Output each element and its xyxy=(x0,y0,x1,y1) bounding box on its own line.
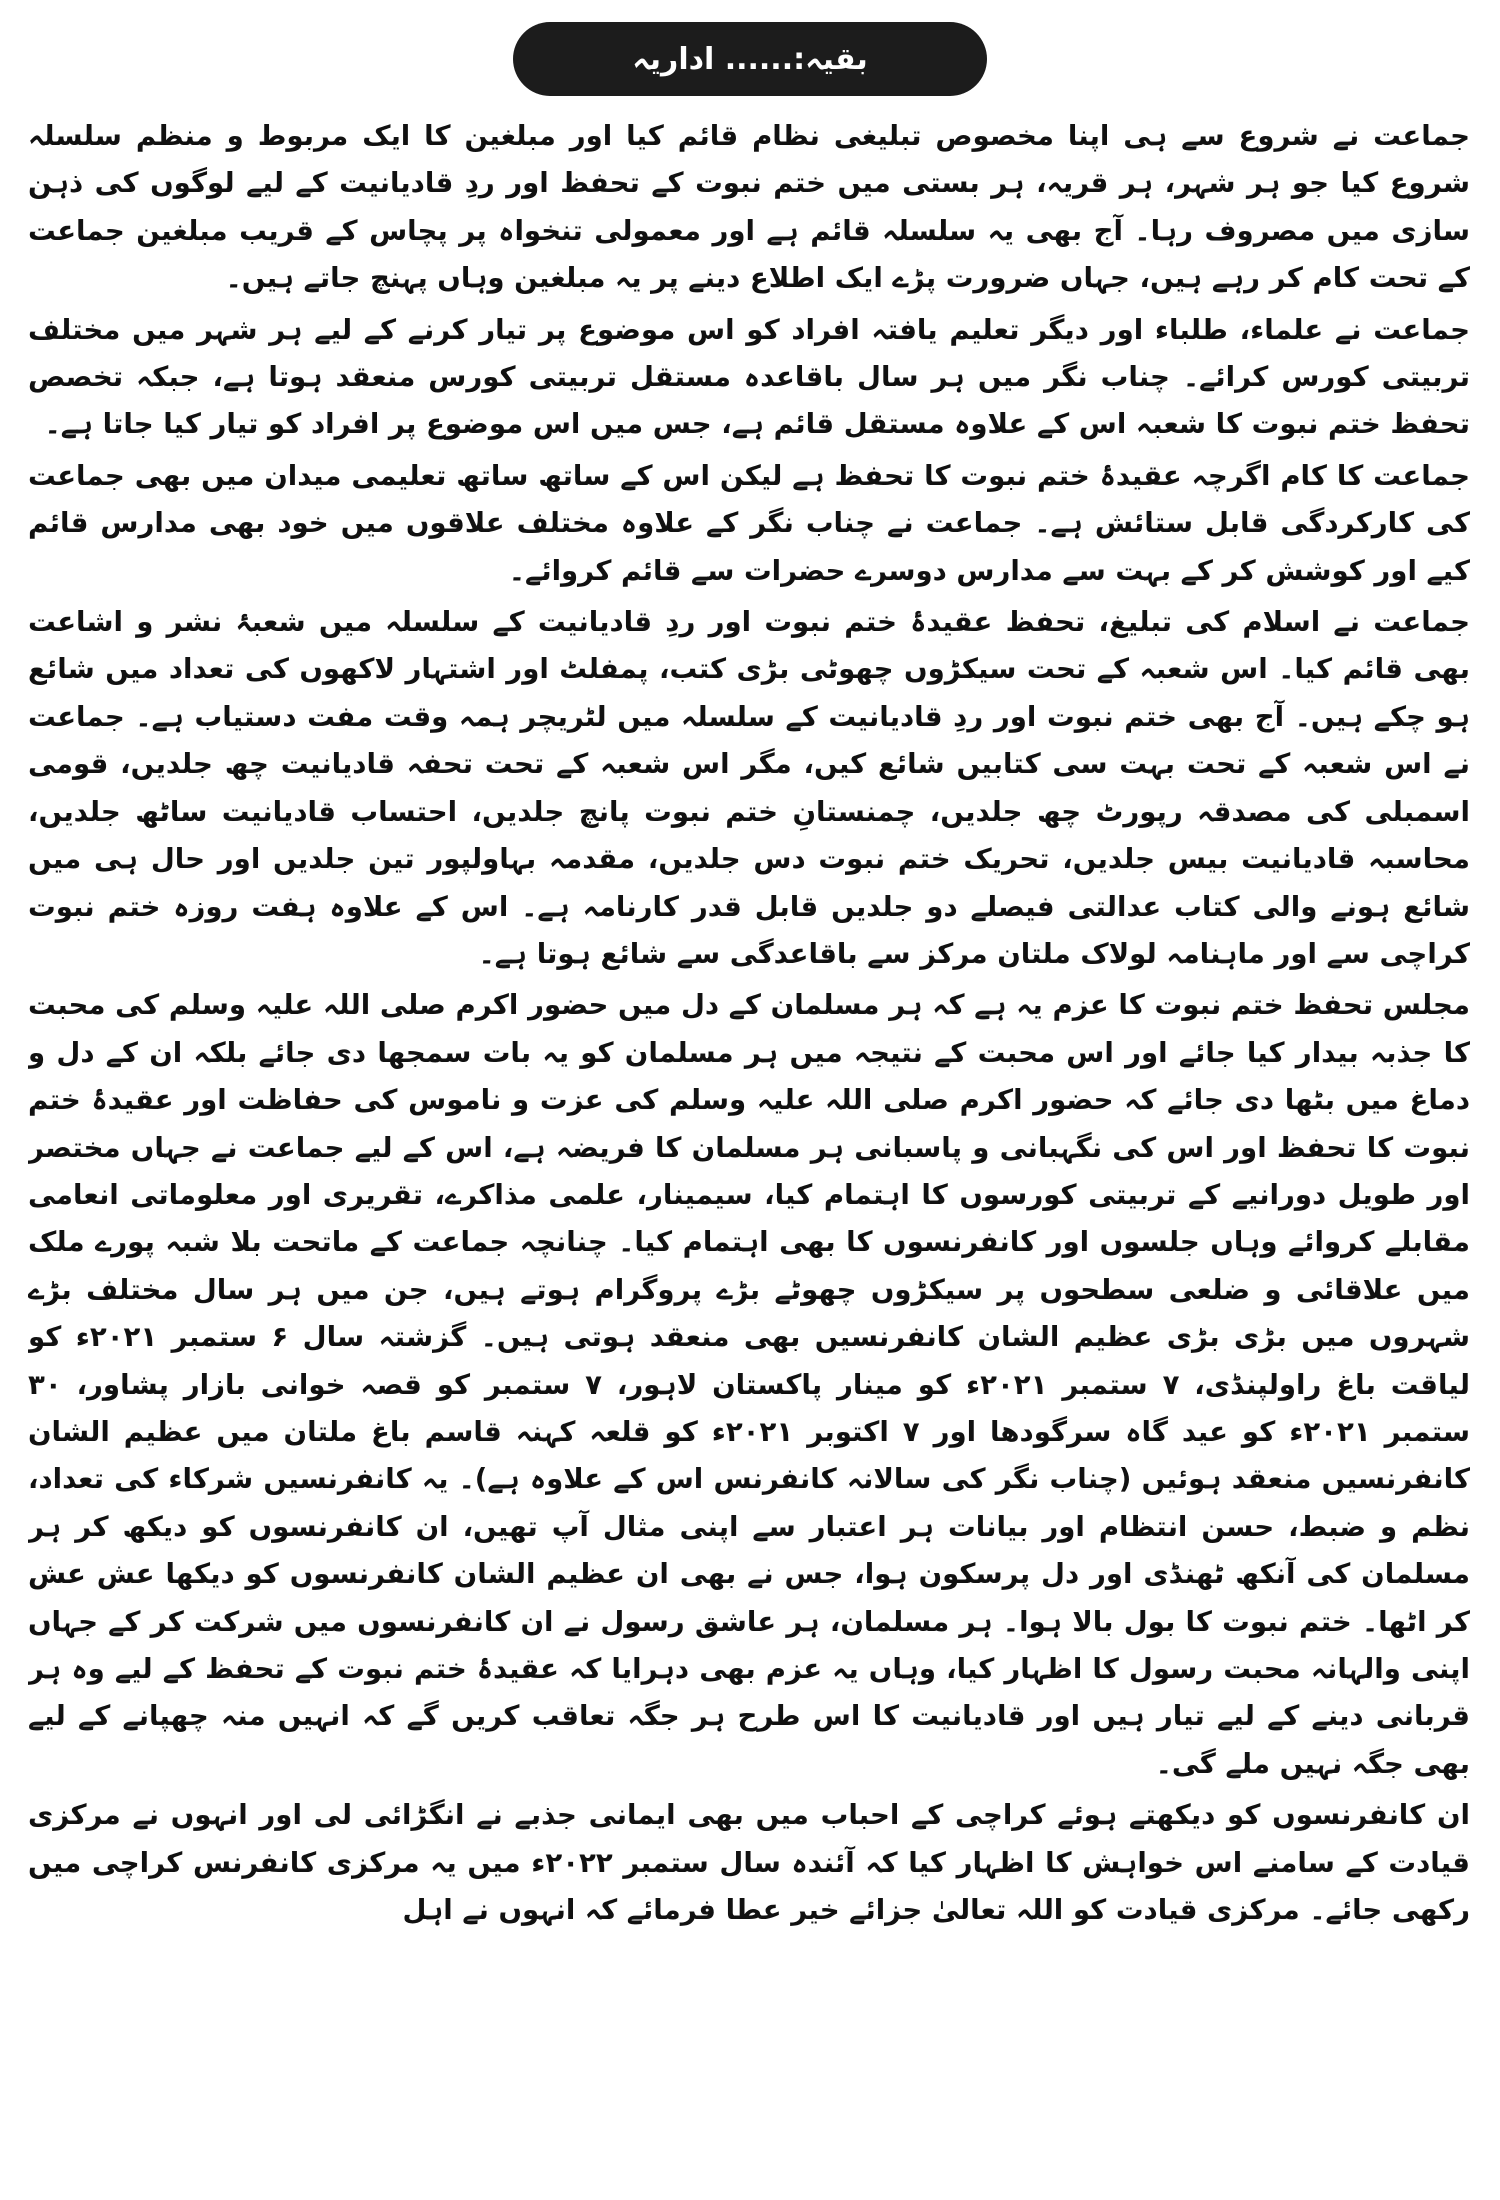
header-banner xyxy=(0,20,1500,98)
paragraph-publications: جماعت نے اسلام کی تبلیغ، تحفظ عقیدۂ ختم نبوت اور ردِ قادیانیت کے سلسلہ میں شعبۂ نشر و اشاعت بھی قائم کیا۔ اس شعبہ کے تحت سیکڑوں چھوٹی بڑی کتب، پمفلٹ اور اشتہار لاکھوں کی تعداد میں شائع ہو چکے ہیں۔ آج بھی ختم نبوت اور ردِ قادیانیت کے سلسلہ میں لٹریچر ہمہ وقت مفت دستیاب ہے۔ جماعت نے اس شعبہ کے تحت بہت سی کتابیں شائع کیں، مگر اس شعبہ کے تحت تحفہ قادیانیت چھ جلدیں، قومی اسمبلی کی مصدقہ رپورٹ چھ جلدیں، چمنستانِ ختم نبوت پانچ جلدیں، احتساب قادیانیت ساٹھ جلدیں، محاسبہ قادیانیت بیس جلدیں، تحریک ختم نبوت دس جلدیں، مقدمہ بہاولپور تین جلدیں اور حال ہی میں شائع ہونے والی کتاب عدالتی فیصلے دو جلدیں قابل قدر کارنامہ ہے۔ اس کے علاوہ ہفت روزہ ختم نبوت کراچی سے اور ماہنامہ لولاک ملتان مرکز سے باقاعدگی سے شائع ہوتا ہے۔ xyxy=(28,605,1470,970)
paragraph-conferences: مجلس تحفظ ختم نبوت کا عزم یہ ہے کہ ہر مسلمان کے دل میں حضور اکرم صلی اللہ علیہ وسلم کی محبت کا جذبہ بیدار کیا جائے اور اس محبت کے نتیجہ میں ہر مسلمان کو یہ بات سمجھا دی جائے بلکہ ان کے دل و دماغ میں بٹھا دی جائے کہ حضور اکرم صلی اللہ علیہ وسلم کی عزت و ناموس کی حفاظت اور عقیدۂ ختم نبوت کا تحفظ اور اس کی نگہبانی و پاسبانی ہر مسلمان کا فریضہ ہے، اس کے لیے جماعت نے جہاں مختصر اور طویل دورانیے کے تربیتی کورسوں کا اہتمام کیا، سیمینار، علمی مذاکرے، تقریری اور معلوماتی انعامی مقابلے کروائے وہاں جلسوں اور کانفرنسوں کا بھی اہتمام کیا۔ چنانچہ جماعت کے ماتحت بلا شبہ پورے ملک میں علاقائی و ضلعی سطحوں پر سیکڑوں چھوٹے بڑے پروگرام ہوتے ہیں، جن میں ہر سال مختلف بڑے شہروں میں بڑی بڑی عظیم الشان کانفرنسیں بھی منعقد ہوتی ہیں۔ گزشتہ سال ۶ ستمبر ۲۰۲۱ء کو لیاقت باغ راولپنڈی، ۷ ستمبر ۲۰۲۱ء کو مینار پاکستان لاہور، ۷ ستمبر کو قصہ خوانی بازار پشاور، ۳۰ ستمبر ۲۰۲۱ء کو عید گاہ سرگودھا اور ۷ اکتوبر ۲۰۲۱ء کو قلعہ کہنہ قاسم باغ ملتان میں عظیم الشان کانفرنسیں منعقد ہوئیں (چناب نگر کی سالانہ کانفرنس اس کے علاوہ ہے)۔ یہ کانفرنسیں شرکاء کی تعداد، نظم و ضبط، حسن انتظام اور بیانات ہر اعتبار سے اپنی مثال آپ تھیں، ان کانفرنسوں کو دیکھ کر ہر مسلمان کی آنکھ ٹھنڈی اور دل پرسکون ہوا، جس نے بھی ان عظیم الشان کانفرنسوں کو دیکھا عش عش کر اٹھا۔ ختم نبوت کا بول بالا ہوا۔ ہر مسلمان، ہر عاشق رسول نے ان کانفرنسوں میں شرکت کر کے جہاں اپنی والہانہ محبت رسول کا اظہار کیا، وہاں یہ عزم بھی دہرایا کہ عقیدۂ ختم نبوت کے تحفظ کے لیے وہ ہر قربانی دینے کے لیے تیار ہیں اور قادیانیت کا اس طرح ہر جگہ تعاقب کریں گے کہ انہیں منہ چھپانے کے لیے بھی جگہ نہیں ملے گی۔ xyxy=(28,988,1470,1780)
paragraph-training-courses: جماعت نے علماء، طلباء اور دیگر تعلیم یافتہ افراد کو اس موضوع پر تیار کرنے کے لیے ہر شہر میں مختلف تربیتی کورس کرائے۔ چناب نگر میں ہر سال باقاعدہ مستقل تربیتی کورس منعقد ہوتا ہے، جبکہ تخصص تحفظ ختم نبوت کا شعبہ اس کے علاوہ مستقل قائم ہے، جس میں اس موضوع پر افراد کو تیار کیا جاتا ہے۔ xyxy=(28,312,1470,441)
section-title: بقیہ:...... اداریہ xyxy=(632,41,868,77)
paragraph-training-system: جماعت نے شروع سے ہی اپنا مخصوص تبلیغی نظام قائم کیا اور مبلغین کا ایک مربوط و منظم سلسلہ شروع کیا جو ہر شہر، ہر قریہ، ہر بستی میں ختم نبوت کے تحفظ اور ردِ قادیانیت کے لیے لوگوں کی ذہن سازی میں مصروف رہا۔ آج بھی یہ سلسلہ قائم ہے اور معمولی تنخواہ پر پچاس کے قریب مبلغین جماعت کے تحت کام کر رہے ہیں، جہاں ضرورت پڑے ایک اطلاع دینے پر یہ مبلغین وہاں پہنچ جاتے ہیں۔ xyxy=(28,119,1470,295)
paragraph-karachi-conference: ان کانفرنسوں کو دیکھتے ہوئے کراچی کے احباب میں بھی ایمانی جذبے نے انگڑائی لی اور انہوں نے مرکزی قیادت کے سامنے اس خواہش کا اظہار کیا کہ آئندہ سال ستمبر ۲۰۲۲ء میں یہ مرکزی کانفرنس کراچی میں رکھی جائے۔ مرکزی قیادت کو اللہ تعالیٰ جزائے خیر عطا فرمائے کہ انہوں نے اہل xyxy=(28,1798,1470,1927)
section-title-pill xyxy=(515,24,985,94)
paragraph-madaris: جماعت کا کام اگرچہ عقیدۂ ختم نبوت کا تحفظ ہے لیکن اس کے ساتھ ساتھ تعلیمی میدان میں بھی جماعت کی کارکردگی قابل ستائش ہے۔ جماعت نے چناب نگر کے علاوہ مختلف علاقوں میں خود بھی مدارس قائم کیے اور کوشش کر کے بہت سے مدارس دوسرے حضرات سے قائم کروائے۔ xyxy=(28,458,1470,587)
article-body xyxy=(28,112,1470,2192)
